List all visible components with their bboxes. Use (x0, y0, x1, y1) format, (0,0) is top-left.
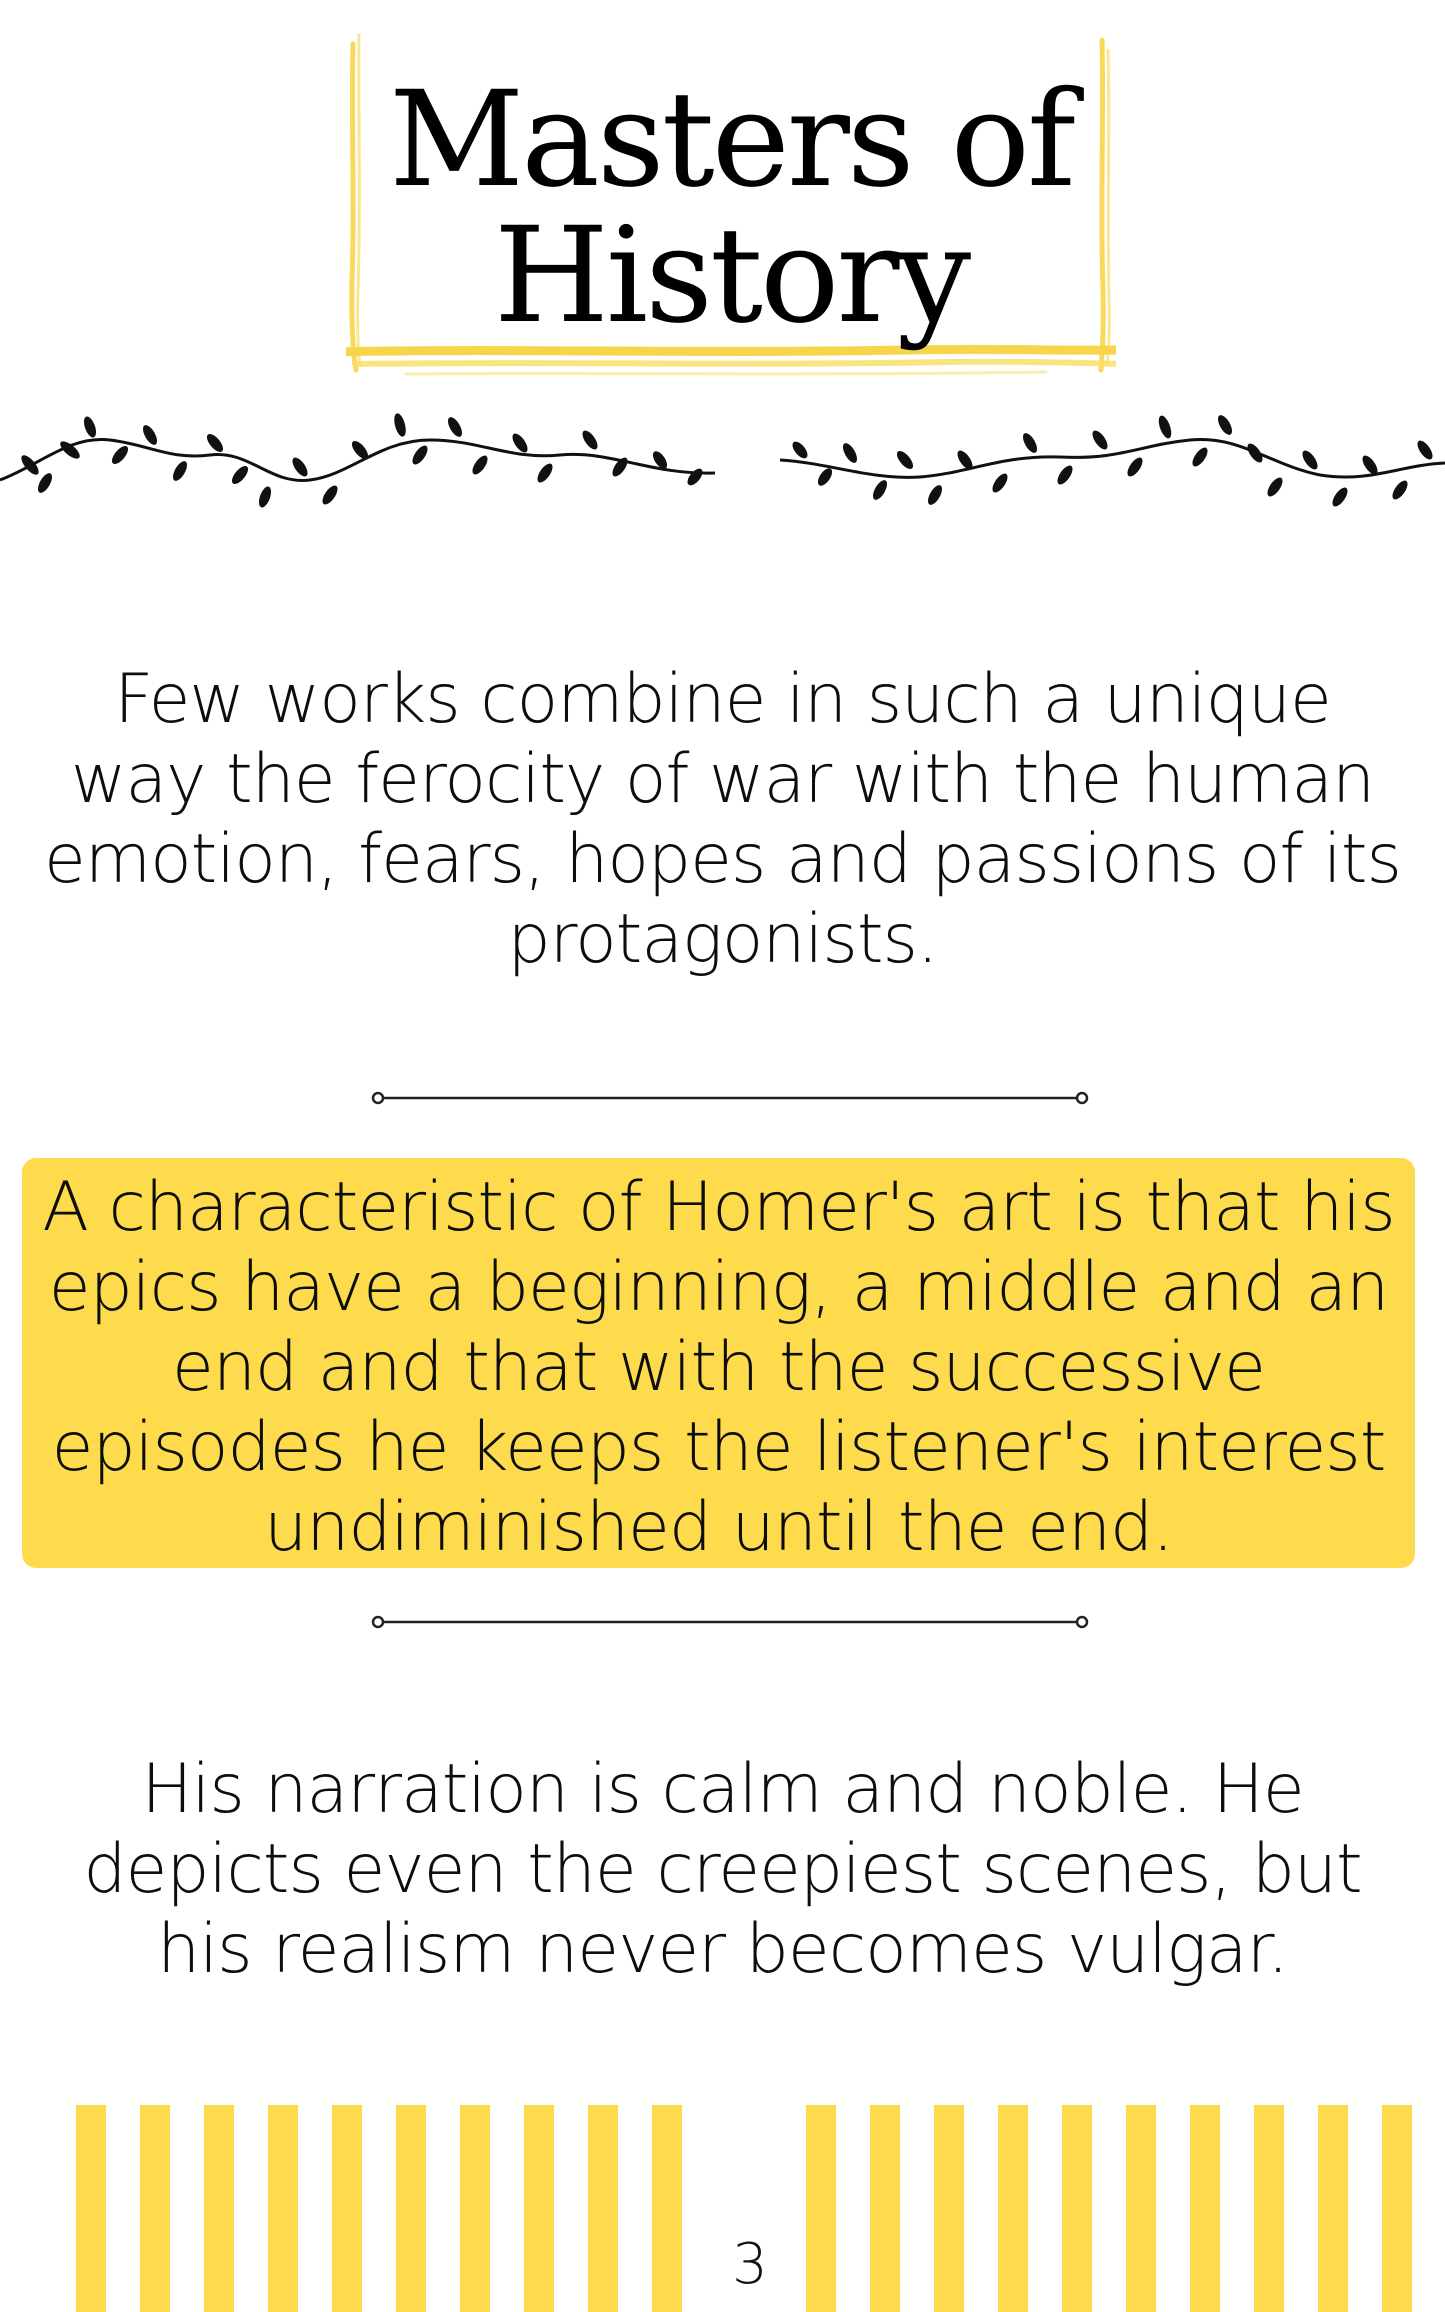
highlight-paragraph: A characteristic of Homer's art is that his epics have a beginning, a middle and an end and that with the successive episodes he keeps the listener's interest undiminished until the end. (42, 1168, 1395, 1567)
title-line-2: History (493, 199, 969, 353)
page-title (346, 63, 1116, 353)
title-line-1: Masters of (389, 63, 1073, 217)
closing-paragraph: His narration is calm and noble. He depicts even the creepiest scenes, but his realism never becomes vulgar. (83, 1750, 1362, 1989)
divider-line (370, 1090, 1090, 1106)
title-frame (346, 30, 1116, 390)
page-number: 3 (732, 2232, 768, 2297)
intro-paragraph: Few works combine in such a unique way the ferocity of war with the human emotion, fears, hopes and passions of its protagonists. (44, 660, 1401, 979)
stripe-decoration-right (806, 2105, 1445, 2312)
stripe-decoration-left (76, 2105, 696, 2312)
leaf-vine-icon (0, 405, 1445, 535)
divider-line (370, 1614, 1090, 1630)
